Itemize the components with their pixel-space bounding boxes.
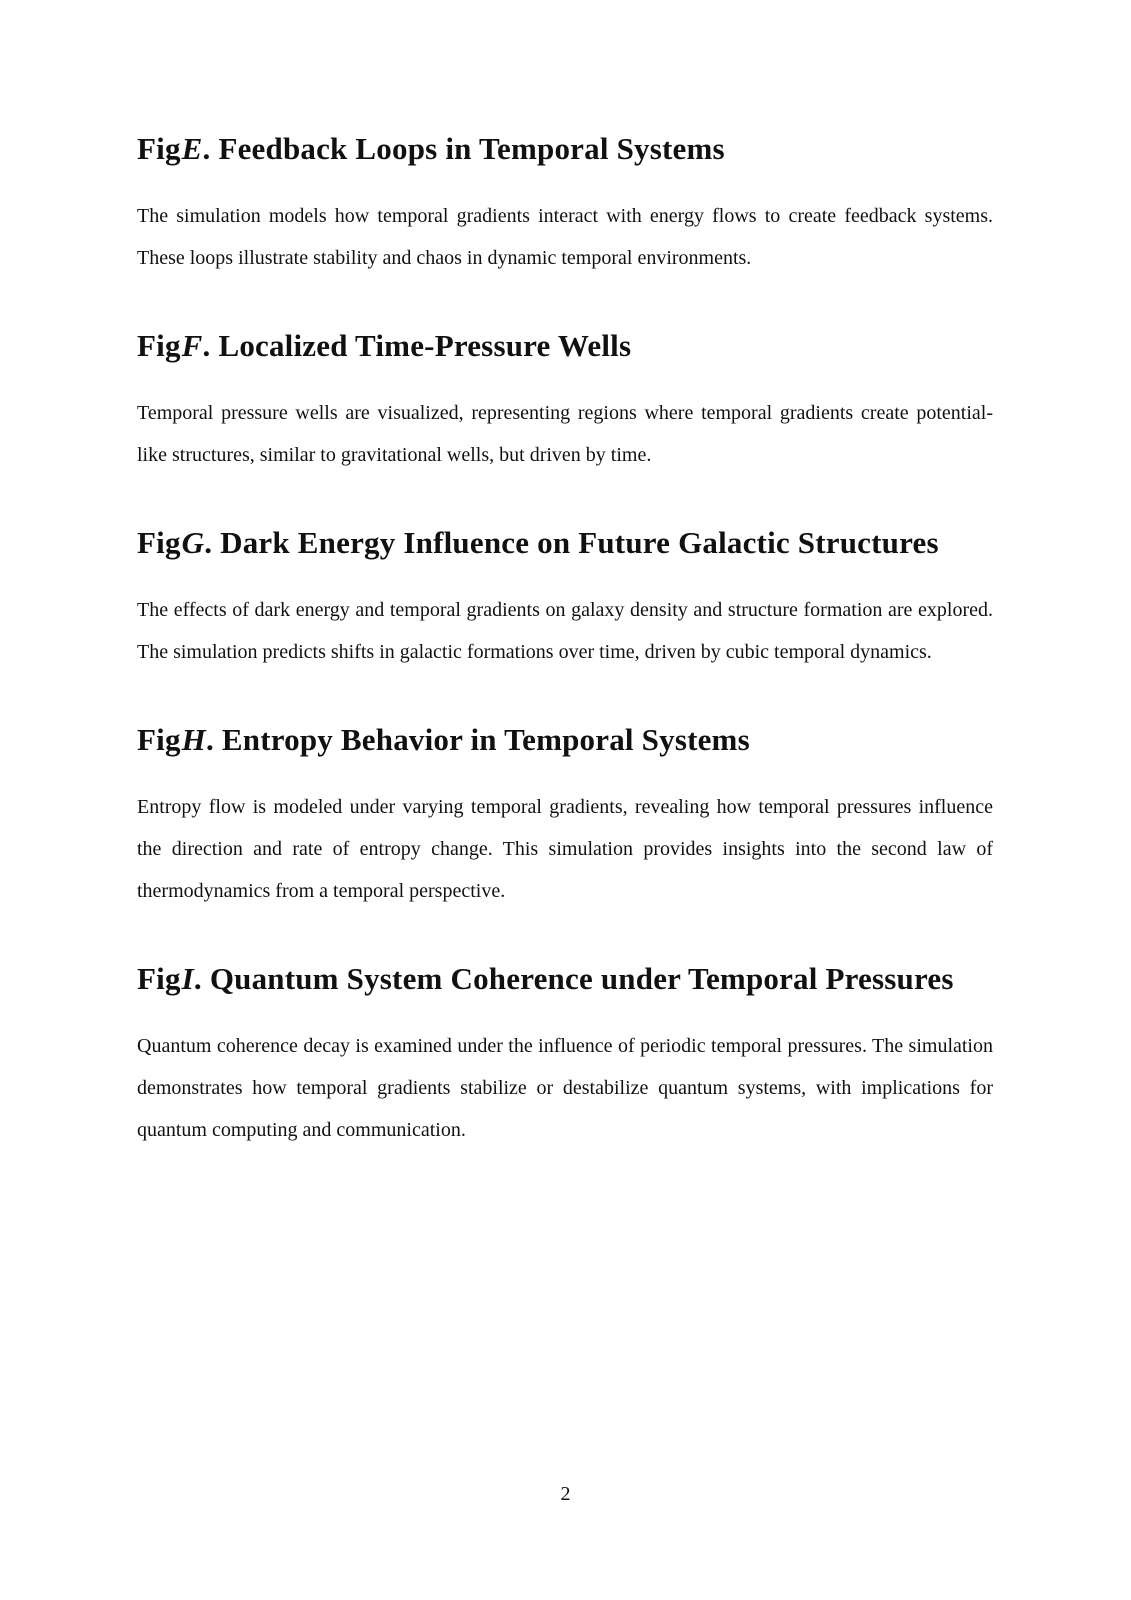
section-paragraph: The effects of dark energy and temporal gradients on galaxy density and structure formation are explored. The simulation predicts shifts in galactic formations over time, driven by cubic temporal dynamics.	[137, 599, 993, 663]
heading-fig-prefix: Fig	[137, 328, 181, 363]
section-paragraph: Quantum coherence decay is examined under the influence of periodic temporal pressures. The simulation demonstrates how temporal gradients stabilize or destabilize quantum systems, with implications for quantum computing and communication.	[137, 1035, 993, 1141]
section-fig-g	[137, 515, 993, 673]
section-fig-i	[137, 951, 993, 1151]
heading-figure-letter: G	[181, 525, 205, 560]
heading-fig-prefix: Fig	[137, 961, 181, 996]
heading-title-text: . Feedback Loops in Temporal Systems	[202, 131, 725, 166]
heading-figure-letter: E	[181, 131, 203, 166]
heading-title-text: . Localized Time-Pressure Wells	[202, 328, 632, 363]
heading-figure-letter: F	[181, 328, 203, 363]
section-fig-h	[137, 712, 993, 912]
section-fig-e	[137, 121, 993, 279]
section-fig-f	[137, 318, 993, 476]
section-heading	[137, 712, 993, 768]
heading-title-text: . Dark Energy Influence on Future Galactic Structures	[204, 525, 939, 560]
section-heading	[137, 515, 993, 571]
section-paragraph: Temporal pressure wells are visualized, representing regions where temporal gradients create potential-like structures, similar to gravitational wells, but driven by time.	[137, 402, 993, 466]
section-paragraph: Entropy flow is modeled under varying temporal gradients, revealing how temporal pressures influence the direction and rate of entropy change. This simulation provides insights into the second law of thermodynamics from a temporal perspective.	[137, 796, 993, 902]
heading-fig-prefix: Fig	[137, 131, 181, 166]
heading-title-text: . Quantum System Coherence under Temporal Pressures	[193, 961, 954, 996]
section-heading	[137, 318, 993, 374]
page-number: 2	[560, 1483, 571, 1505]
section-heading	[137, 121, 993, 177]
heading-figure-letter: H	[181, 722, 206, 757]
heading-fig-prefix: Fig	[137, 722, 181, 757]
section-heading	[137, 951, 993, 1007]
heading-figure-letter: I	[181, 961, 194, 996]
section-paragraph: The simulation models how temporal gradients interact with energy flows to create feedback systems. These loops illustrate stability and chaos in dynamic temporal environments.	[137, 205, 993, 269]
heading-fig-prefix: Fig	[137, 525, 181, 560]
heading-title-text: . Entropy Behavior in Temporal Systems	[205, 722, 750, 757]
